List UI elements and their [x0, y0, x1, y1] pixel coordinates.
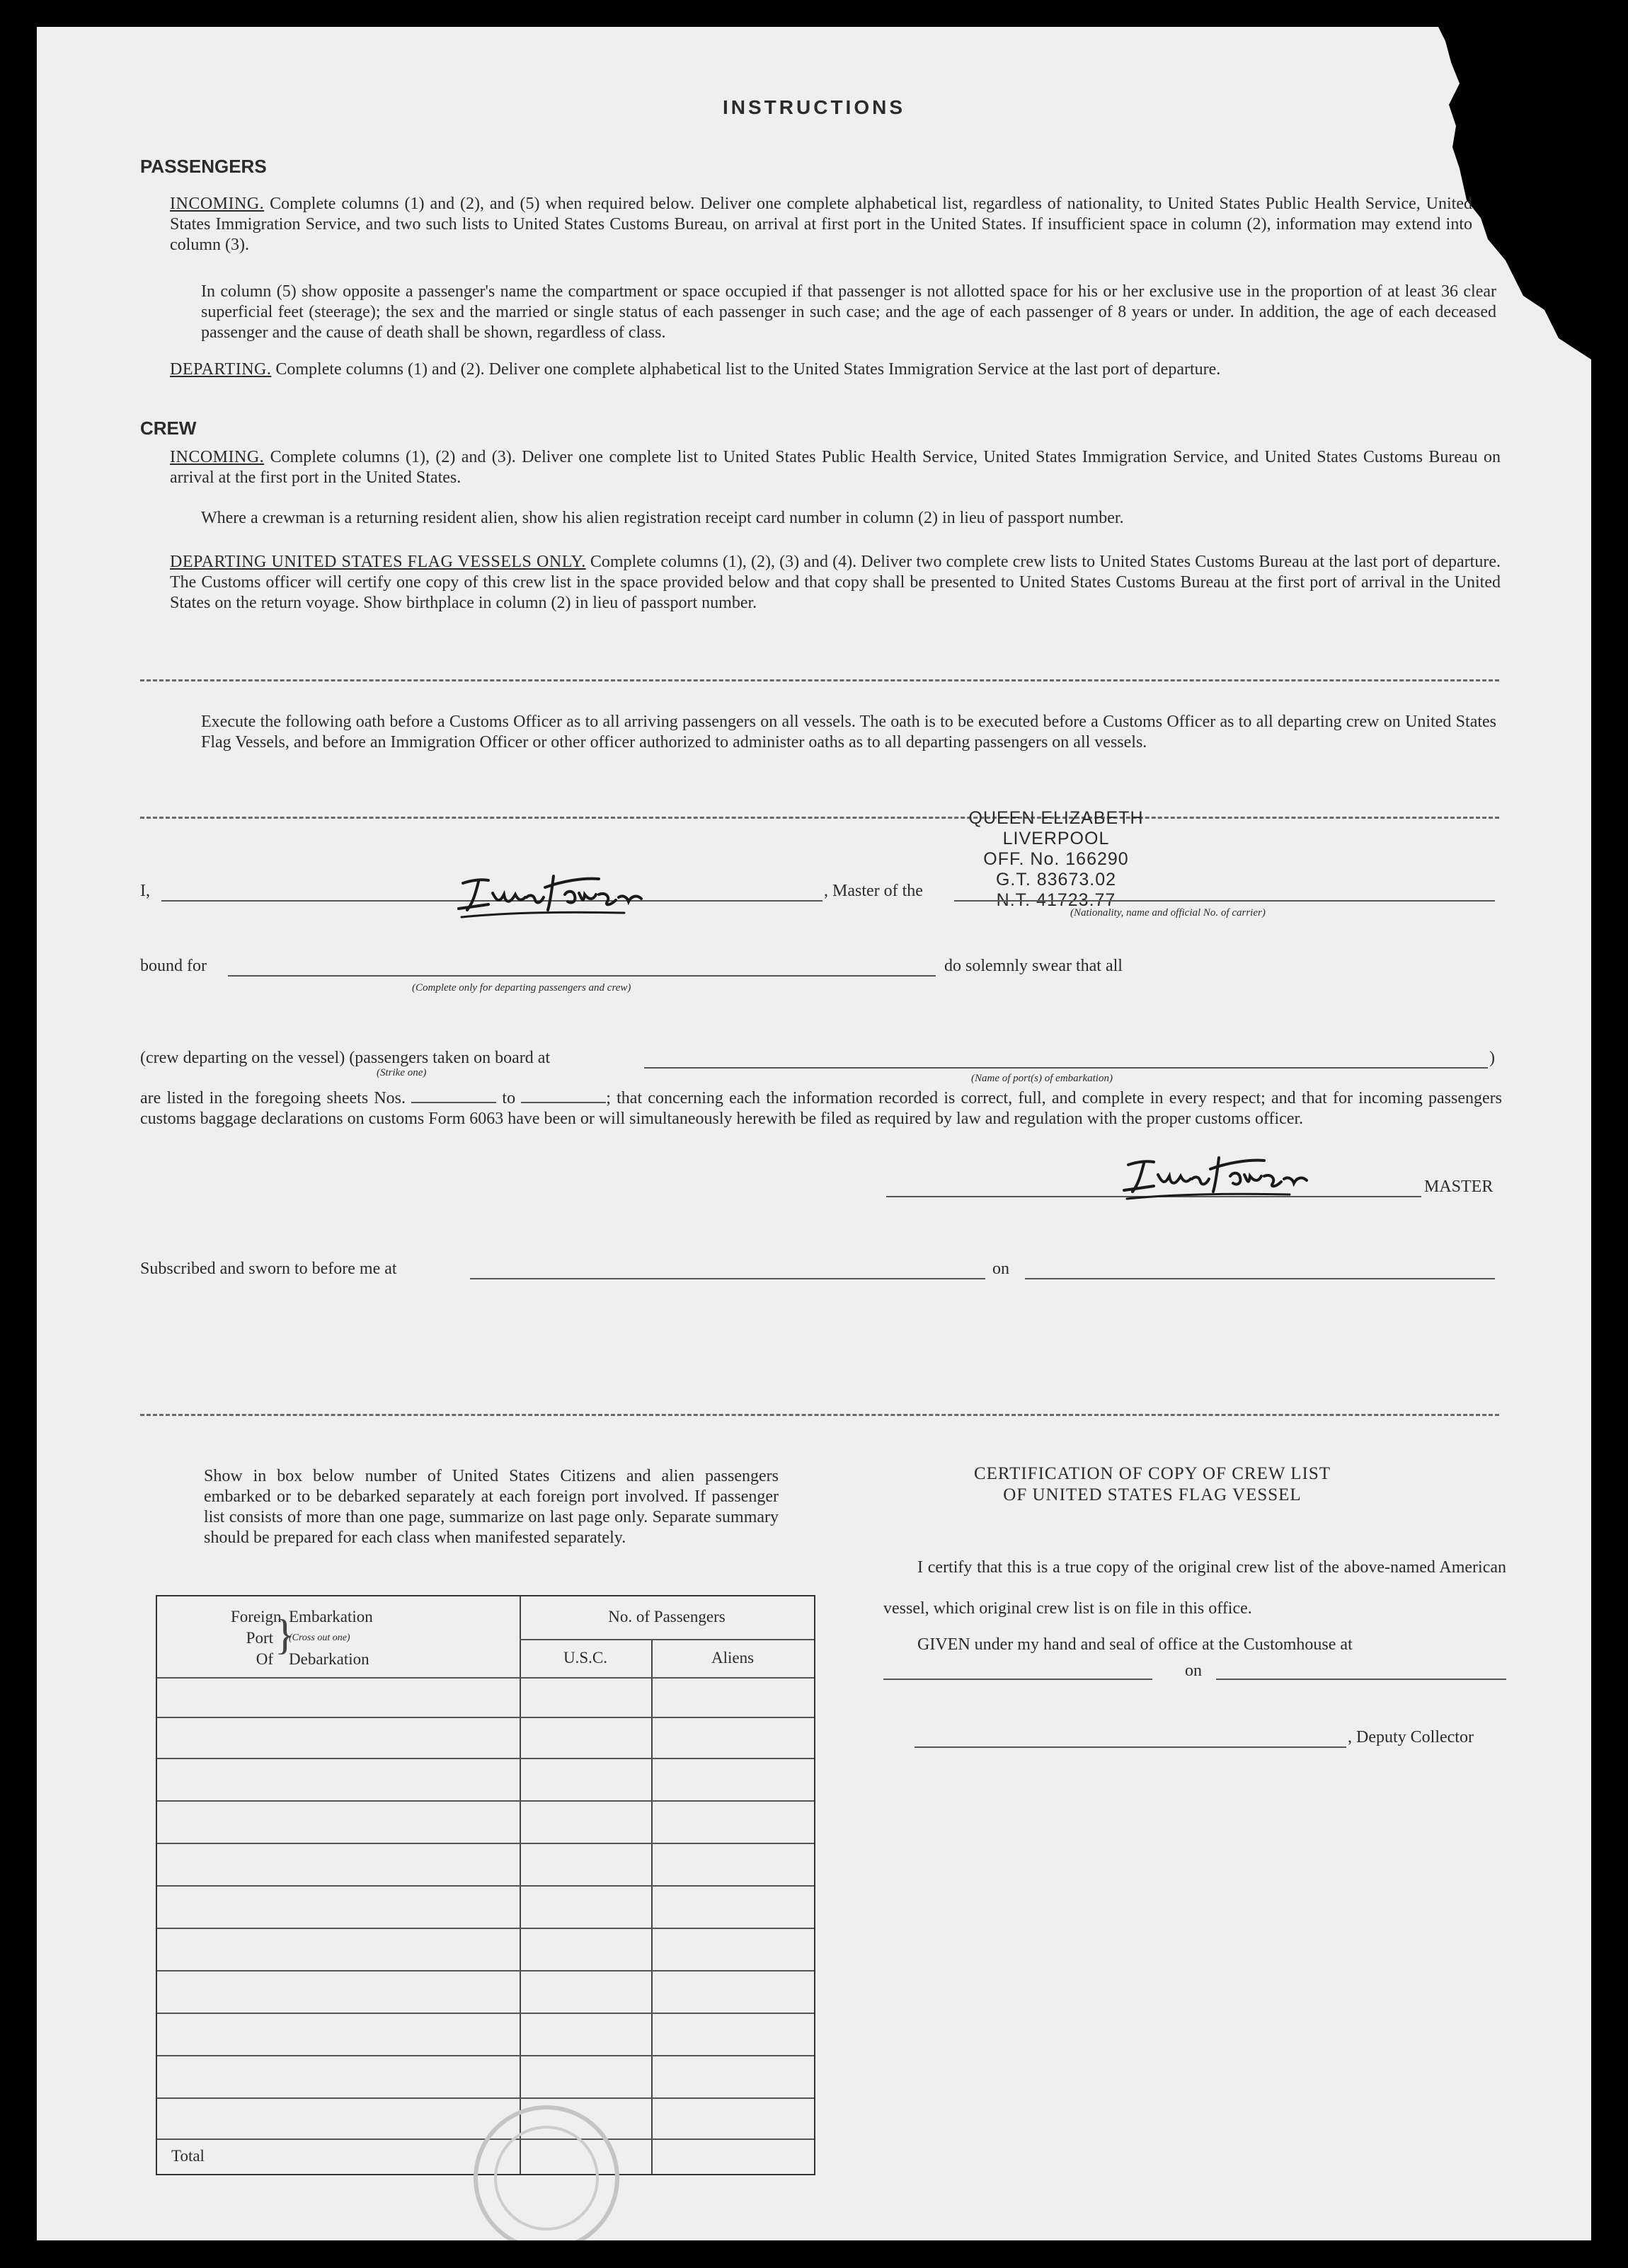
deputy-signature-line[interactable] — [915, 1746, 1346, 1748]
crew-departing-label: (crew departing on the vessel) (passengers taken on board at — [140, 1049, 551, 1067]
crew-departing-lead: DEPARTING UNITED STATES FLAG VESSELS ONLY. — [170, 553, 586, 571]
form-sheet — [37, 27, 1591, 2240]
sheets-from-field[interactable] — [411, 1089, 496, 1103]
crew-resident: Where a crewman is a returning resident alien, show his alien registration receipt card number in column (2) in lieu of passport number. — [201, 509, 1124, 527]
sheets-to-field[interactable] — [521, 1089, 606, 1103]
col-embark-debark — [289, 1606, 430, 1670]
col-foreign: Foreign — [231, 1608, 282, 1625]
master-label: MASTER — [1424, 1178, 1494, 1196]
passengers-departing — [170, 359, 1501, 380]
passengers-incoming-lead: INCOMING. — [170, 195, 265, 213]
vessel-net-tonnage: N.T. 41723.77 — [996, 890, 1116, 910]
oath-intro: Execute the following oath before a Customs Officer as to all arriving passengers on all vessels. The oath is to be executed before a Customs Officer as to all departing crew on United States Flag Vessels, and before an Immigration Officer or other officer authorized to administer oaths as to all departing passengers on all vessels. — [201, 713, 1496, 752]
col-aliens: Aliens — [711, 1649, 755, 1667]
passengers-incoming-text: Complete columns (1) and (2), and (5) when required below. Deliver one complete alphabetical list, regardless of nationality, to United States Public Health Service, United States Immigration Service, and two such lists to United States Customs Bureau, on arrival at first port in the United States. If insufficient space in column (2), information may extend into column (3). — [170, 195, 1473, 254]
col-debarkation: Debarkation — [289, 1650, 369, 1668]
nationality-note: (Nationality, name and official No. of carrier) — [1070, 907, 1266, 919]
subscribed-on-label: on — [992, 1260, 1009, 1278]
vessel-official-no: OFF. No. 166290 — [983, 849, 1129, 869]
col-port: Port — [246, 1629, 273, 1647]
strike-one-note: (Strike one) — [377, 1067, 427, 1078]
crew-heading: CREW — [140, 418, 197, 439]
vessel-gross-tonnage: G.T. 83673.02 — [995, 870, 1117, 890]
crew-incoming-lead: INCOMING. — [170, 448, 265, 466]
listed-paragraph — [140, 1088, 1502, 1129]
listed-text-b: ; that concerning each the information recorded is correct, full, and complete in every respect; and that for incoming passengers customs baggage declarations on customs Form 6063 have been or will simultaneously herewith be filed as required by law and regulation with the proper customs officer. — [140, 1089, 1502, 1128]
subscribed-date-line[interactable] — [1025, 1278, 1495, 1279]
certification-date-line[interactable] — [1216, 1679, 1506, 1680]
table-subheader-line — [520, 1639, 814, 1640]
close-paren: ) — [1489, 1049, 1495, 1067]
table-row-line — [157, 2097, 814, 2099]
passengers-departing-lead: DEPARTING. — [170, 360, 272, 379]
lower-divider — [140, 1414, 1499, 1416]
bound-for-line[interactable] — [228, 975, 936, 977]
certification-text-1: I certify that this is a true copy of the original crew list of the above-named American vessel, which original crew list is on file in this office. — [883, 1558, 1506, 1618]
col-no-passengers: No. of Passengers — [608, 1608, 726, 1625]
table-row-line — [157, 1928, 814, 1929]
col-usc: U.S.C. — [563, 1649, 607, 1667]
passenger-summary-table — [156, 1595, 815, 2175]
customs-seal-stamp — [454, 2100, 638, 2240]
table-row-line — [157, 1800, 814, 1802]
master-signature-2 — [1113, 1148, 1325, 1204]
col-of: Of — [256, 1650, 273, 1668]
table-row-line — [157, 1758, 814, 1759]
master-of-the-label: , Master of the — [824, 882, 923, 900]
subscribed-label: Subscribed and sworn to before me at — [140, 1260, 397, 1278]
passengers-heading: PASSENGERS — [140, 156, 267, 177]
table-header-line — [157, 1677, 814, 1679]
crew-departing — [170, 552, 1501, 614]
table-row-line — [157, 2013, 814, 2014]
crew-incoming-text: Complete columns (1), (2) and (3). Deliver one complete list to United States Public Health Service, United States Immigration Service, and United States Customs Bureau on arrival at the first port in the United States. — [170, 448, 1501, 487]
table-total-label: Total — [171, 2147, 205, 2165]
section-divider — [140, 679, 1499, 681]
oath-divider — [140, 817, 1499, 819]
certification-on-label: on — [1185, 1662, 1202, 1680]
listed-text-a: are listed in the foregoing sheets Nos. — [140, 1089, 406, 1107]
col-cross-out: (Cross out one) — [289, 1633, 350, 1643]
deputy-collector-label: , Deputy Collector — [1348, 1728, 1474, 1746]
oath-i-label: I, — [140, 882, 150, 900]
passengers-column5: In column (5) show opposite a passenger's name the compartment or space occupied if that passenger is not allotted space for his or her exclusive use in the proportion of at least 36 clear superficial feet (steerage); the sex and the married or single status of each passenger in such case; and the age of each passenger of 8 years or under. In addition, the age of each deceased passenger and the cause of death shall be shown, regardless of class. — [201, 282, 1496, 342]
table-row-line — [157, 1885, 814, 1887]
listed-to: to — [502, 1089, 516, 1107]
bound-for-note: (Complete only for departing passengers and crew) — [412, 982, 631, 994]
table-row-line — [157, 1717, 814, 1718]
vessel-name: QUEEN ELIZABETH — [968, 808, 1144, 828]
subscribed-place-line[interactable] — [470, 1278, 985, 1279]
summary-instructions: Show in box below number of United States Citizens and alien passengers embarked or to be debarked separately at each foreign port involved. If passenger list consists of more than one page, summarize on last page only. Separate summary should be prepared for each class when manifested separately. — [204, 1467, 779, 1547]
crew-incoming — [170, 447, 1501, 488]
carrier-line[interactable] — [954, 900, 1495, 902]
certification-heading — [883, 1463, 1421, 1506]
swear-label: do solemnly swear that all — [944, 957, 1123, 975]
brace-icon: } — [275, 1611, 295, 1658]
page-title: INSTRUCTIONS — [723, 96, 905, 118]
table-row-line — [157, 2055, 814, 2056]
embarkation-port-line[interactable] — [644, 1067, 1488, 1069]
col-embarkation: Embarkation — [289, 1608, 373, 1625]
master-signature — [447, 866, 660, 923]
table-row-line — [157, 1843, 814, 1844]
certification-heading-1: CERTIFICATION OF COPY OF CREW LIST — [973, 1464, 1331, 1483]
col-foreign-port-of — [231, 1606, 282, 1670]
crew-departing-text: Complete columns (1), (2), (3) and (4). Deliver two complete crew lists to United States Customs Bureau at the last port of departure. The Customs officer will certify one copy of this crew list in the space provided below and that copy shall be presented to United States Customs Bureau at the first port of arrival in the United States on the return voyage. Show birthplace in column (2) in lieu of passport number. — [170, 553, 1501, 612]
certification-text-2: GIVEN under my hand and seal of office at the Customhouse at — [917, 1635, 1353, 1654]
table-row-line — [157, 1970, 814, 1971]
table-col-divider-2 — [651, 1639, 653, 2174]
vessel-port: LIVERPOOL — [1002, 829, 1110, 848]
passengers-departing-text: Complete columns (1) and (2). Deliver one complete alphabetical list to the United States Immigration Service at the last port of departure. — [275, 360, 1221, 379]
passengers-incoming — [170, 194, 1472, 255]
vessel-stamp — [929, 808, 1183, 911]
bound-for-label: bound for — [140, 957, 207, 975]
certification-heading-2: OF UNITED STATES FLAG VESSEL — [1003, 1485, 1302, 1504]
ports-note: (Name of port(s) of embarkation) — [971, 1073, 1113, 1084]
customhouse-line[interactable] — [883, 1679, 1152, 1680]
